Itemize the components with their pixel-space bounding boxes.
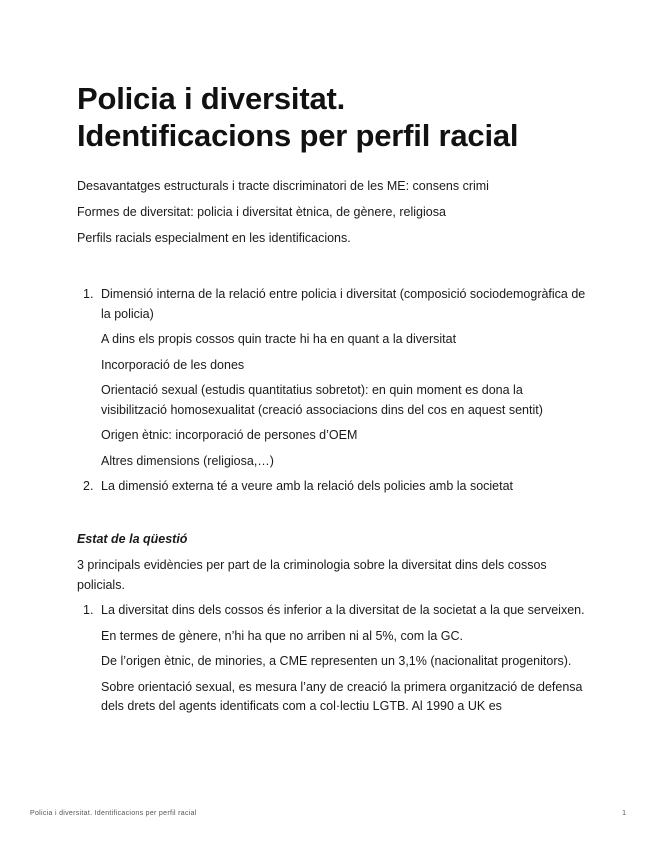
sub-paragraph: Incorporació de les dones — [101, 357, 245, 372]
dimensions-list — [77, 285, 587, 503]
sub-paragraphs — [101, 330, 587, 471]
title-line-1: Policia i diversitat. — [77, 81, 346, 116]
intro-paragraph: Formes de diversitat: policia i diversitat ètnica, de gènere, religiosa — [77, 205, 446, 219]
title-line-2: Identificacions per perfil racial — [77, 118, 519, 153]
list-item-text: Dimensió interna de la relació entre policia i diversitat (composició sociodemogràfica de la policia) — [101, 287, 586, 321]
list-number: 1. — [83, 603, 94, 617]
list-item — [77, 285, 587, 471]
intro-paragraph: Desavantatges estructurals i tracte discriminatori de les ME: consens crimi — [77, 179, 489, 193]
sub-paragraph: Altres dimensions (religiosa,…) — [101, 453, 274, 468]
sub-paragraph: De l’origen ètnic, de minories, a CME representen un 3,1% (nacionalitat progenitors). — [101, 654, 572, 668]
state-of-question-section — [77, 532, 587, 723]
list-item-text: La diversitat dins dels cossos és inferior a la diversitat de la societat a la que serveixen. — [101, 603, 585, 617]
intro-paragraph: Perfils racials especialment en les identificacions. — [77, 231, 351, 245]
footer-title: Policia i diversitat. Identificacions per perfil racial — [30, 810, 197, 817]
list-item — [77, 601, 587, 717]
page-number: 1 — [622, 810, 626, 817]
sub-paragraph: Origen ètnic: incorporació de persones d’OEM — [101, 428, 358, 442]
list-item-text: La dimensió externa té a veure amb la relació dels policies amb la societat — [101, 479, 514, 493]
list-number: 1. — [83, 287, 94, 301]
sub-paragraphs — [101, 627, 587, 717]
list-item — [77, 477, 587, 497]
sub-paragraph: A dins els propis cossos quin tracte hi ha en quant a la diversitat — [101, 332, 457, 346]
section-intro: 3 principals evidències per part de la criminologia sobre la diversitat dins dels cossos policials. — [77, 558, 547, 592]
page-title — [77, 80, 597, 154]
list-number: 2. — [83, 479, 94, 493]
sub-paragraph: En termes de gènere, n’hi ha que no arriben ni al 5%, com la GC. — [101, 628, 464, 643]
sub-paragraph: Sobre orientació sexual, es mesura l’any de creació la primera organització de defensa dels drets del agents identificats com a col·lectiu LGTB. Al 1990 a UK es — [101, 679, 583, 713]
section-heading: Estat de la qüestió — [77, 532, 188, 546]
intro-paragraphs — [77, 180, 587, 258]
sub-paragraph: Orientació sexual (estudis quantitatius sobretot): en quin moment es dona la visibilització homosexualitat (creació associacions dins del cos en aquest sentit) — [101, 383, 543, 417]
